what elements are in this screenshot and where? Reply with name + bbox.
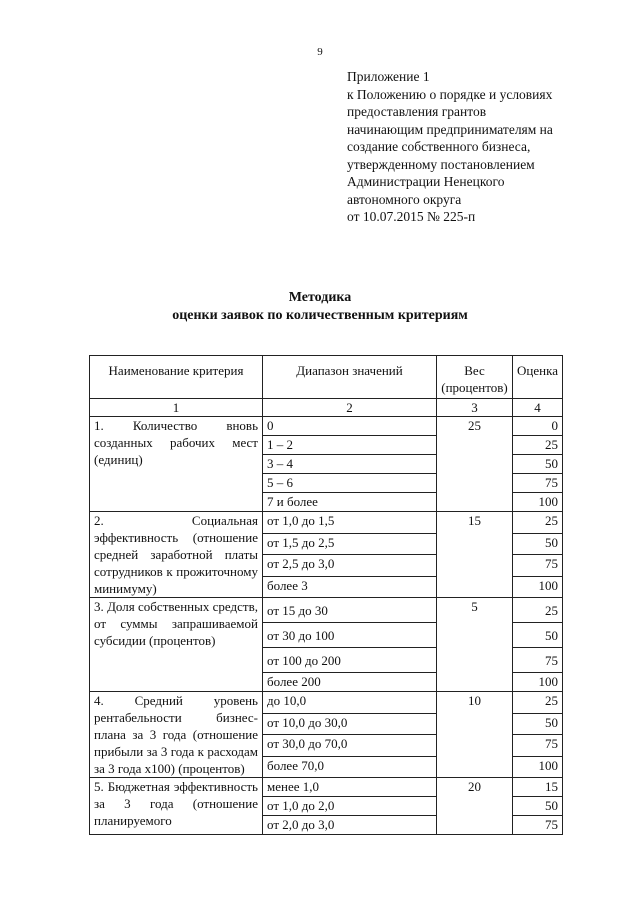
score-value: 100	[513, 576, 563, 598]
range-value: 1 – 2	[263, 436, 437, 455]
score-value: 25	[513, 598, 563, 623]
score-value: 100	[513, 673, 563, 692]
appendix-line: Администрации Ненецкого	[347, 174, 505, 189]
column-number-row	[90, 399, 563, 417]
appendix-line: от 10.07.2015 № 225-п	[347, 209, 476, 224]
table-row	[90, 778, 563, 797]
score-value: 25	[513, 692, 563, 714]
range-value: от 15 до 30	[263, 598, 437, 623]
score-value: 100	[513, 756, 563, 778]
range-value: 0	[263, 417, 437, 436]
range-value: более 70,0	[263, 756, 437, 778]
range-value: от 1,0 до 2,0	[263, 797, 437, 816]
appendix-block	[347, 68, 553, 226]
title-line-2: оценки заявок по количественным критериям	[172, 308, 468, 323]
criterion-weight: 10	[437, 692, 513, 778]
criterion-name: 5. Бюджетная эффективность за 3 года (отношение планируемого	[90, 778, 263, 835]
range-value: от 1,5 до 2,5	[263, 533, 437, 555]
column-number: 2	[263, 399, 437, 417]
criterion-weight: 15	[437, 512, 513, 598]
appendix-line: утвержденному постановлением	[347, 156, 535, 172]
appendix-line: Приложение 1	[347, 69, 430, 84]
score-value: 100	[513, 493, 563, 512]
header-row	[90, 356, 563, 399]
table-row	[90, 512, 563, 534]
criterion-weight: 25	[437, 417, 513, 512]
criterion-name: 3. Доля собственных средств, от суммы запрашиваемой субсидии (процентов)	[90, 598, 263, 692]
range-value: от 30,0 до 70,0	[263, 735, 437, 757]
score-value: 15	[513, 778, 563, 797]
score-value: 50	[513, 533, 563, 555]
range-value: от 100 до 200	[263, 648, 437, 673]
range-value: менее 1,0	[263, 778, 437, 797]
score-value: 50	[513, 455, 563, 474]
criterion-name: 4. Средний уровень рентабельности бизнес-плана за 3 года (отношение прибыли за 3 года к расходам за 3 года х100) (процентов)	[90, 692, 263, 778]
range-value: более 200	[263, 673, 437, 692]
score-value: 75	[513, 648, 563, 673]
range-value: от 1,0 до 1,5	[263, 512, 437, 534]
criterion-name: 2. Социальная эффективность (отношение средней заработной платы сотрудников к прожиточному минимуму)	[90, 512, 263, 598]
range-value: 3 – 4	[263, 455, 437, 474]
header-weight: Вес (процентов)	[437, 356, 513, 399]
appendix-line: создание собственного бизнеса,	[347, 139, 531, 154]
document-title	[0, 289, 640, 325]
criterion-name: 1. Количество вновь созданных рабочих мест (единиц)	[90, 417, 263, 512]
page-number: 9	[317, 46, 323, 58]
criterion-weight: 5	[437, 598, 513, 692]
score-value: 75	[513, 555, 563, 577]
appendix-line: начинающим предпринимателям на	[347, 121, 553, 137]
score-value: 75	[513, 816, 563, 835]
appendix-line: автономного округа	[347, 191, 462, 207]
title-line-1: Методика	[288, 290, 352, 305]
column-number: 3	[437, 399, 513, 417]
score-value: 75	[513, 474, 563, 493]
range-value: 5 – 6	[263, 474, 437, 493]
criteria-table	[89, 355, 563, 835]
range-value: от 30 до 100	[263, 623, 437, 648]
table-row	[90, 598, 563, 623]
range-value: от 10,0 до 30,0	[263, 713, 437, 735]
criterion-weight: 20	[437, 778, 513, 835]
appendix-line: к Положению о порядке и условиях	[347, 86, 553, 102]
appendix-line: предоставления грантов	[347, 104, 487, 119]
header-criterion: Наименование критерия	[90, 356, 263, 399]
score-value: 25	[513, 436, 563, 455]
column-number: 1	[90, 399, 263, 417]
header-score: Оценка	[513, 356, 563, 399]
score-value: 50	[513, 713, 563, 735]
range-value: до 10,0	[263, 692, 437, 714]
column-number: 4	[513, 399, 563, 417]
range-value: от 2,0 до 3,0	[263, 816, 437, 835]
range-value: 7 и более	[263, 493, 437, 512]
range-value: более 3	[263, 576, 437, 598]
score-value: 50	[513, 797, 563, 816]
range-value: от 2,5 до 3,0	[263, 555, 437, 577]
table-row	[90, 417, 563, 436]
table-row	[90, 692, 563, 714]
score-value: 25	[513, 512, 563, 534]
score-value: 50	[513, 623, 563, 648]
score-value: 75	[513, 735, 563, 757]
header-range: Диапазон значений	[263, 356, 437, 399]
score-value: 0	[513, 417, 563, 436]
